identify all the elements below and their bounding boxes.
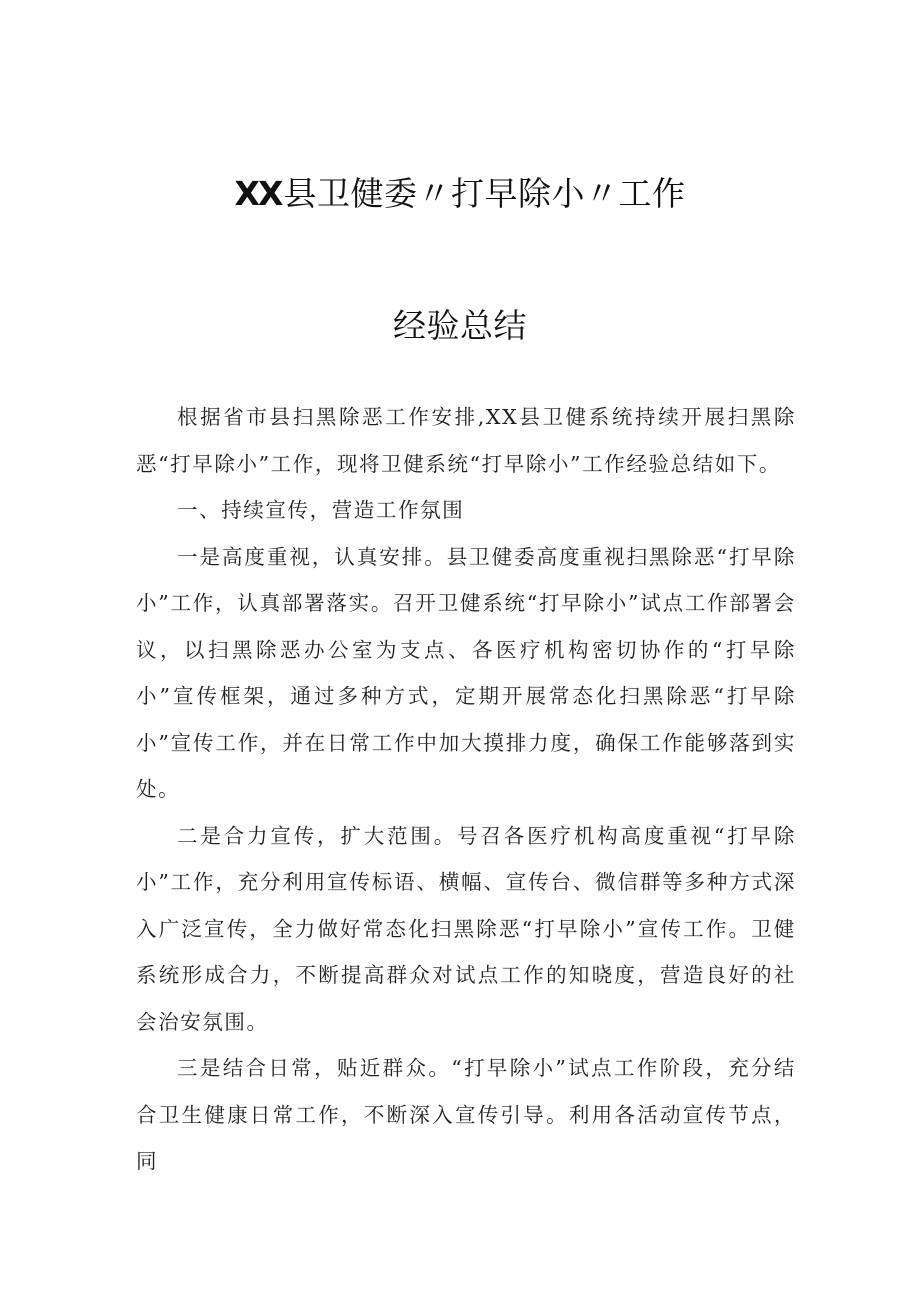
section-heading-1: 一、持续宣传，营造工作氛围: [177, 498, 465, 522]
title-prefix: XX: [234, 174, 282, 213]
paragraph-point-2: 二是合力宣传，扩大范围。号召各医疗机构高度重视“打早除小”工作，充分利用宣传标语、横幅、宣传台、微信群等多种方式深入广泛宣传，全力做好常态化扫黑除恶“打早除小”宣传工作。卫健系统形成合力，不断提高群众对试点工作的知晓度，营造良好的社会治安氛围。: [136, 823, 796, 1034]
document-title-line-2: 经验总结: [393, 306, 527, 345]
paragraph-intro: 根据省市县扫黑除恶工作安排,XX县卫健系统持续开展扫黑除恶“打早除小”工作，现将卫健系统“打早除小”工作经验总结如下。: [136, 405, 796, 476]
paragraph-point-3: 三是结合日常，贴近群众。“打早除小”试点工作阶段，充分结合卫生健康日常工作，不断深入宣传引导。利用各活动宣传节点，同: [136, 1056, 796, 1173]
document-body: [136, 394, 796, 1185]
paragraph-point-1: 一是高度重视，认真安排。县卫健委高度重视扫黑除恶“打早除小”工作，认真部署落实。召开卫健系统“打早除小”试点工作部署会议，以扫黑除恶办公室为支点、各医疗机构密切协作的“打早除小”宣传框架，通过多种方式，定期开展常态化扫黑除恶“打早除小”宣传工作，并在日常工作中加大摸排力度，确保工作能够落到实处。: [136, 544, 796, 801]
title-line-1-text: 县卫健委〃打早除小〃工作: [283, 174, 686, 213]
document-title-line-1: [0, 168, 920, 215]
